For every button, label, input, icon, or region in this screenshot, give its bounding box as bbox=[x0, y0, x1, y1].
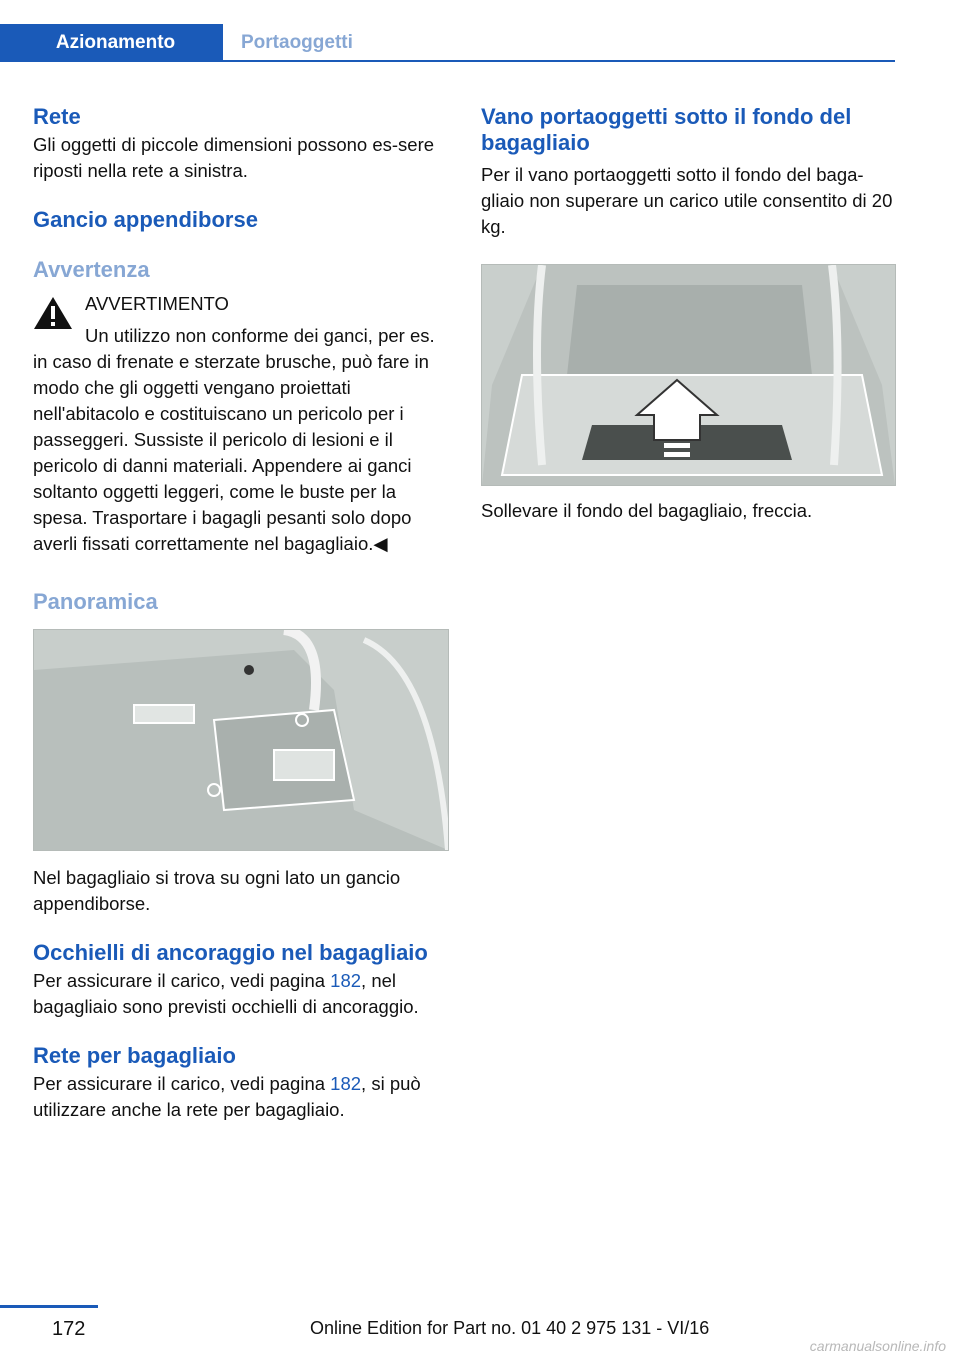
left-column bbox=[33, 100, 449, 1123]
warning-triangle-icon bbox=[33, 295, 73, 331]
trunk-hook-illustration bbox=[34, 630, 448, 850]
trunk-floor-image bbox=[481, 264, 896, 486]
panoramica-caption: Nel bagagliaio si trova su ogni lato un gancio appendiborse. bbox=[33, 867, 401, 914]
occhielli-text: Per assicurare il carico, vedi pagina 182, nel bagagliaio sono previsti occhielli di ancoraggio. bbox=[33, 970, 419, 1017]
chapter-tab-bar bbox=[0, 0, 960, 62]
trunk-floor-illustration bbox=[482, 265, 895, 485]
heading-vano-portaoggetti: Vano portaoggetti sotto il fondo del bagagliaio bbox=[481, 104, 852, 155]
page-number: 172 bbox=[52, 1318, 86, 1340]
heading-avvertenza: Avvertenza bbox=[33, 257, 150, 282]
warning-title: AVVERTIMENTO bbox=[85, 293, 229, 314]
heading-gancio-appendiborse: Gancio appendiborse bbox=[33, 207, 258, 232]
vano-caption: Sollevare il fondo del bagagliaio, freccia. bbox=[481, 500, 813, 521]
heading-panoramica: Panoramica bbox=[33, 589, 158, 614]
trunk-side-image bbox=[33, 629, 449, 851]
watermark: carmanualsonline.info bbox=[809, 1338, 946, 1354]
tab-azionamento[interactable]: Azionamento bbox=[0, 24, 223, 62]
warning-text: Un utilizzo non conforme dei ganci, per es. in caso di frenate e sterzate brusche, può fare in modo che gli oggetti vengano proiettati nell'abitacolo e costituiscano un pericolo per i passeggeri. Sussiste il pericolo di lesioni e il pericolo di danni materiali. Appendere ai ganci soltanto oggetti leggeri, come le buste per la spesa. Trasportare i bagagli pesanti solo dopo averli fissati correttamente nel bagagliaio.◀ bbox=[33, 325, 435, 554]
edition-text: Online Edition for Part no. 01 40 2 975 131 - VI/16 bbox=[310, 1318, 710, 1338]
heading-rete: Rete bbox=[33, 104, 81, 129]
vano-text: Per il vano portaoggetti sotto il fondo del baga-gliaio non superare un carico utile consentito di 20 kg. bbox=[481, 164, 893, 237]
tab-portaoggetti[interactable]: Portaoggetti bbox=[241, 32, 353, 53]
warning-block bbox=[33, 291, 449, 557]
rete-text: Gli oggetti di piccole dimensioni possono es-sere riposti nella rete a sinistra. bbox=[33, 134, 435, 181]
right-column bbox=[481, 100, 895, 524]
heading-occhielli: Occhielli di ancoraggio nel bagagliaio bbox=[33, 940, 428, 965]
heading-rete-bagagliaio: Rete per bagagliaio bbox=[33, 1043, 236, 1068]
page-link-182[interactable]: 182 bbox=[330, 970, 362, 991]
footer-divider bbox=[0, 1305, 98, 1308]
rete-bagagliaio-text: Per assicurare il carico, vedi pagina 182, si può utilizzare anche la rete per bagagliaio. bbox=[33, 1073, 421, 1120]
page-link-182-second[interactable]: 182 bbox=[330, 1073, 362, 1094]
header-divider bbox=[0, 60, 895, 62]
